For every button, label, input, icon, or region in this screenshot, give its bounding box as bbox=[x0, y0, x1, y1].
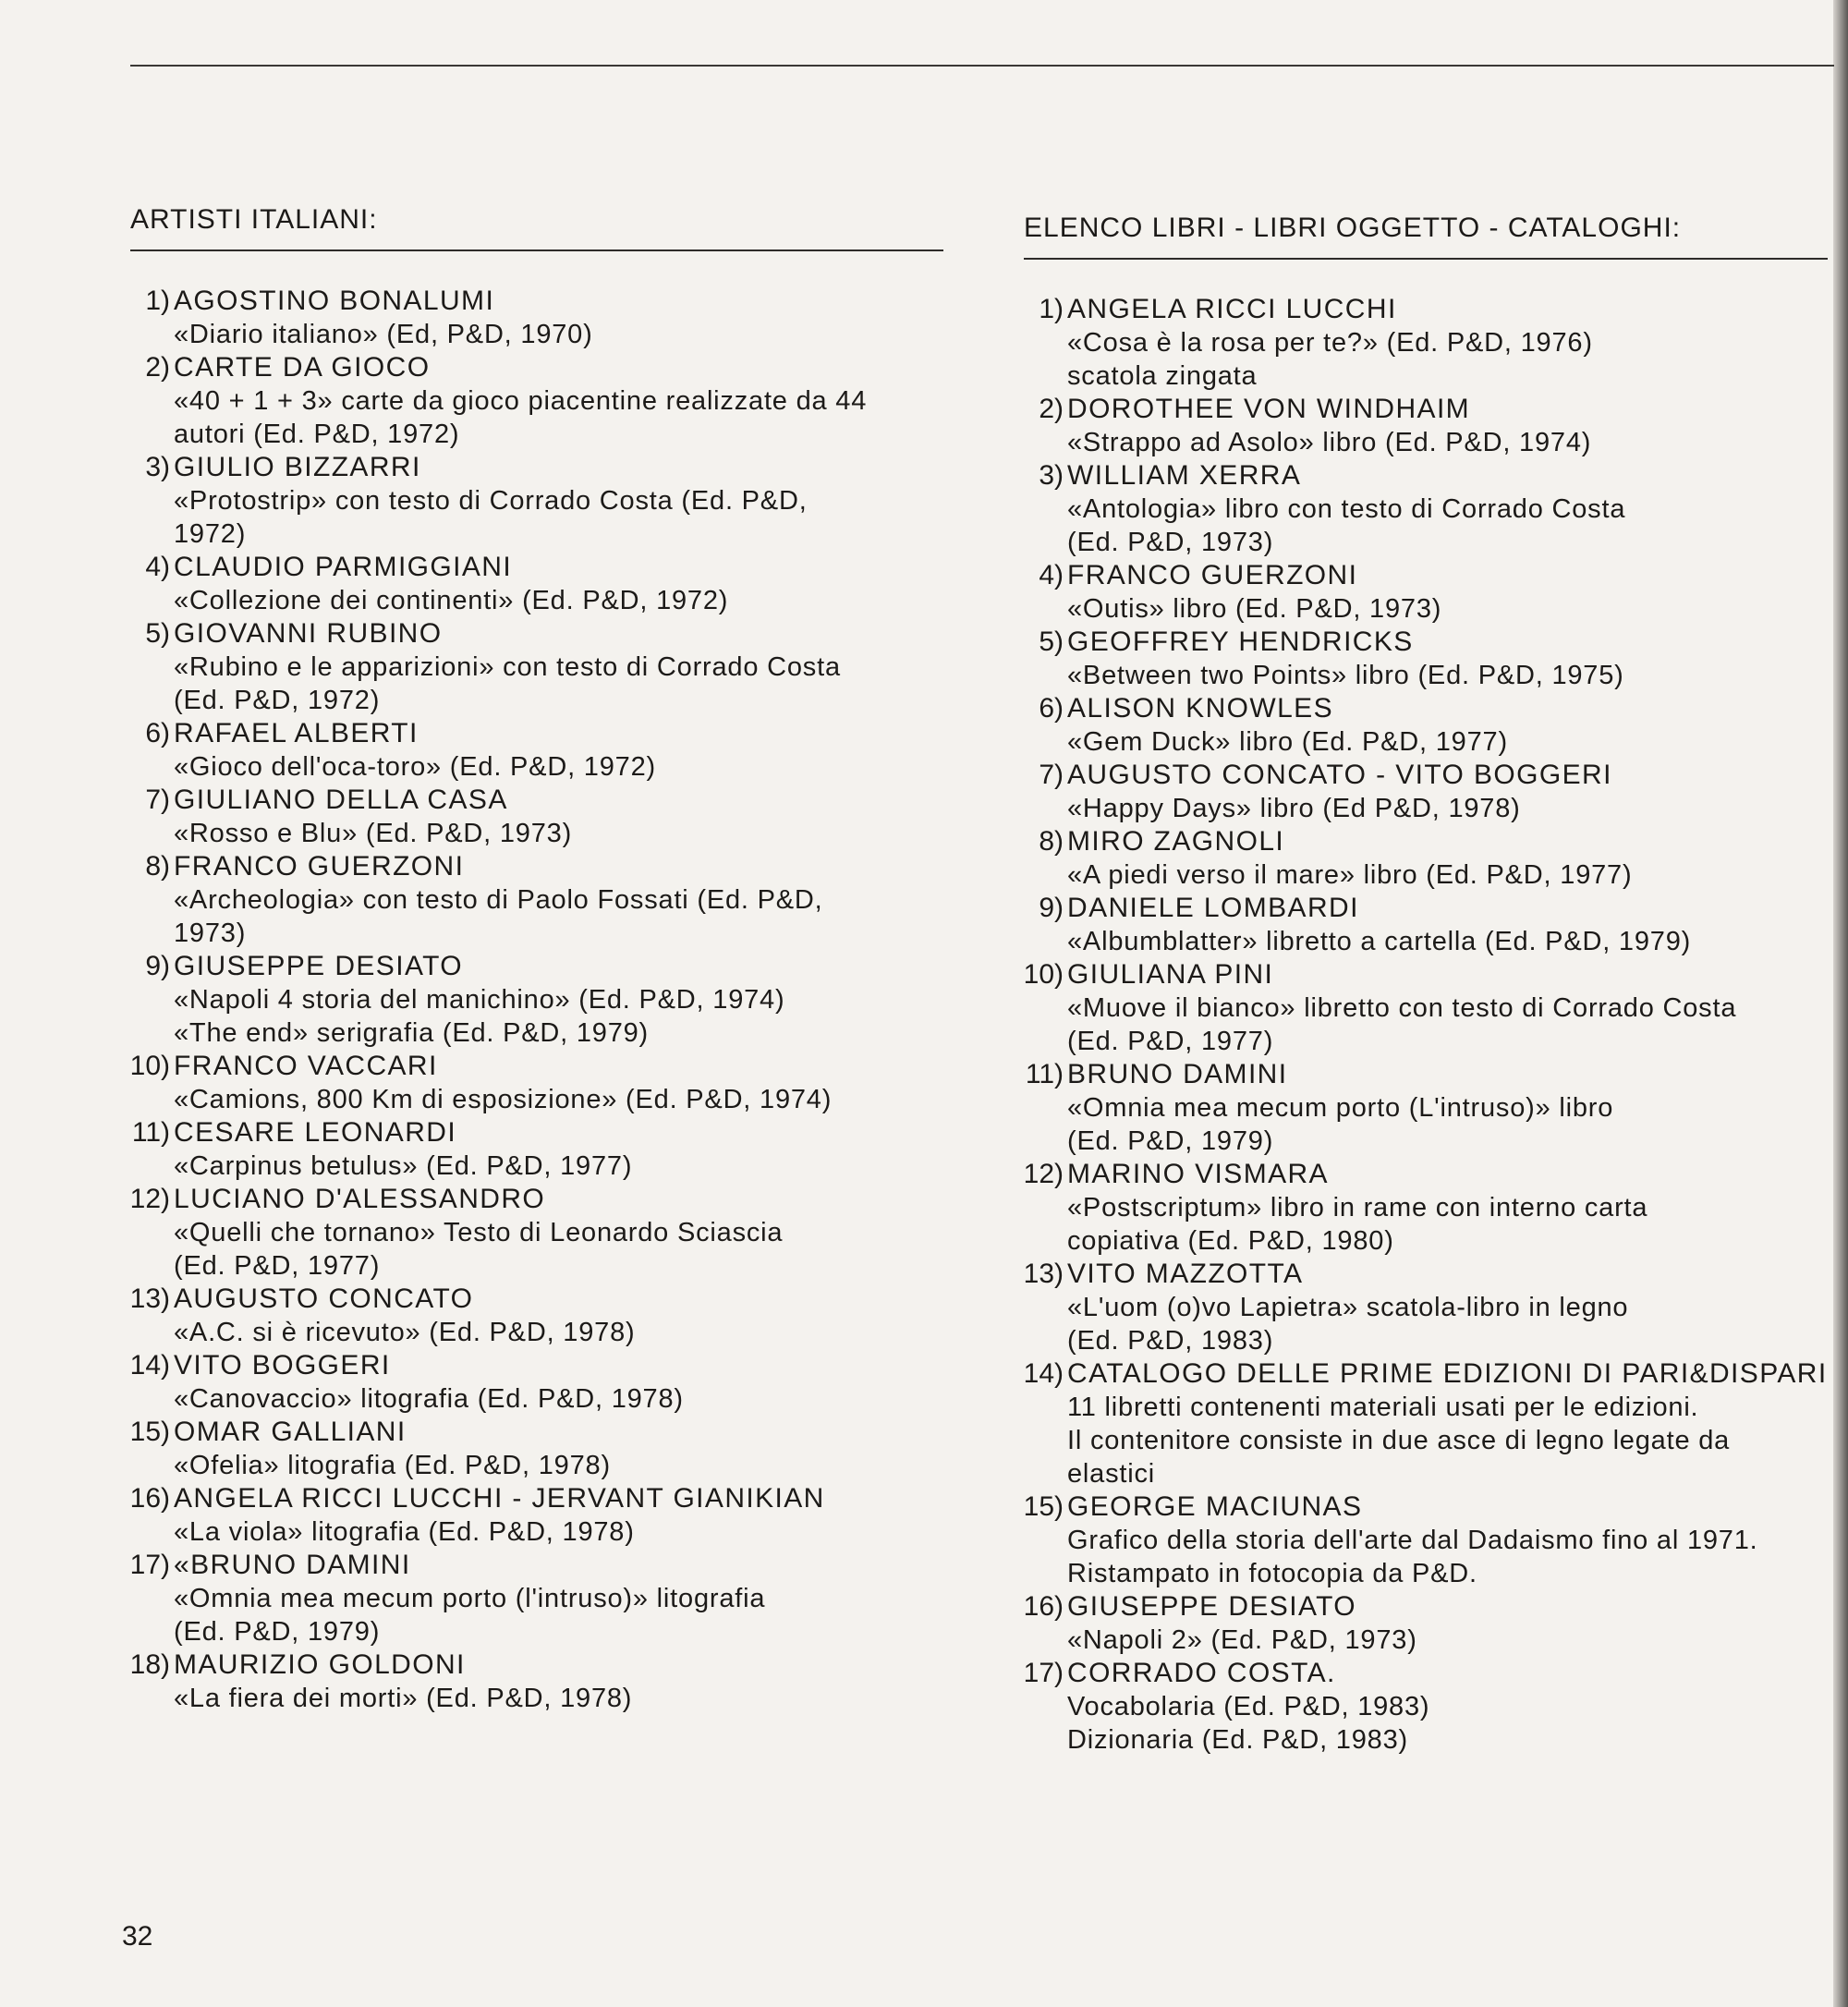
entry-title: MARINO VISMARA bbox=[1067, 1159, 1329, 1189]
description-line: «Omnia mea mecum porto (l'intruso)» litografia bbox=[174, 1584, 766, 1613]
description-line: «La fiera dei morti» (Ed. P&D, 1978) bbox=[174, 1684, 633, 1713]
entry-description bbox=[174, 1682, 943, 1715]
description-line: «Antologia» libro con testo di Corrado Costa bbox=[1067, 494, 1626, 524]
entry-title: AGOSTINO BONALUMI bbox=[174, 286, 495, 316]
entry-number: 2) bbox=[145, 352, 170, 383]
list-entry bbox=[130, 551, 943, 617]
entry-title: AUGUSTO CONCATO bbox=[174, 1283, 474, 1314]
entry-number: 7) bbox=[145, 785, 170, 815]
entry-number: 9) bbox=[145, 951, 170, 981]
description-line: «L'uom (o)vo Lapietra» scatola-libro in legno bbox=[1067, 1293, 1629, 1322]
list-entry bbox=[130, 1050, 943, 1116]
list-entry bbox=[130, 850, 943, 950]
entry-description bbox=[1067, 1690, 1828, 1757]
entry-title: FRANCO GUERZONI bbox=[1067, 560, 1358, 590]
entry-description bbox=[1067, 659, 1828, 692]
entry-number: 15) bbox=[129, 1417, 170, 1447]
entry-title: GIUSEPPE DESIATO bbox=[174, 951, 464, 981]
list-entry bbox=[130, 1549, 943, 1648]
entry-title: VITO BOGGERI bbox=[174, 1350, 391, 1381]
list-entry bbox=[130, 451, 943, 551]
entry-description bbox=[174, 750, 943, 784]
description-line: «Protostrip» con testo di Corrado Costa (Ed. P&D, bbox=[174, 486, 808, 516]
list-entry bbox=[130, 1416, 943, 1482]
list-entry bbox=[130, 1116, 943, 1183]
entry-number: 6) bbox=[145, 718, 170, 748]
description-line: «Canovaccio» litografia (Ed. P&D, 1978) bbox=[174, 1384, 684, 1414]
entry-number: 1) bbox=[1039, 294, 1064, 324]
description-line: autori (Ed. P&D, 1972) bbox=[174, 420, 460, 449]
list-entry bbox=[1024, 958, 1828, 1058]
description-line: «Happy Days» libro (Ed P&D, 1978) bbox=[1067, 794, 1521, 823]
list-entry bbox=[1024, 1258, 1828, 1357]
entry-number: 12) bbox=[1023, 1159, 1064, 1189]
description-line: «Carpinus betulus» (Ed. P&D, 1977) bbox=[174, 1151, 633, 1181]
entry-number: 14) bbox=[129, 1350, 170, 1381]
entry-title: ANGELA RICCI LUCCHI - JERVANT GIANIKIAN bbox=[174, 1483, 825, 1514]
list-entry bbox=[1024, 1158, 1828, 1258]
entry-title: MAURIZIO GOLDONI bbox=[174, 1649, 466, 1680]
entry-number: 2) bbox=[1039, 394, 1064, 424]
entry-title: MIRO ZAGNOLI bbox=[1067, 826, 1285, 857]
description-line: «Strappo ad Asolo» libro (Ed. P&D, 1974) bbox=[1067, 428, 1592, 457]
entry-title: GIOVANNI RUBINO bbox=[174, 618, 443, 649]
entry-number: 17) bbox=[129, 1550, 170, 1580]
description-line: «Postscriptum» libro in rame con interno carta bbox=[1067, 1193, 1648, 1222]
entry-description bbox=[174, 384, 943, 451]
entry-title: DANIELE LOMBARDI bbox=[1067, 893, 1359, 923]
entry-description bbox=[1067, 1091, 1828, 1158]
list-entry bbox=[1024, 1357, 1828, 1490]
list-entry bbox=[130, 1648, 943, 1715]
entry-description bbox=[174, 983, 943, 1050]
description-line: (Ed. P&D, 1972) bbox=[174, 686, 381, 715]
entry-title: CESARE LEONARDI bbox=[174, 1117, 457, 1148]
entry-title: ALISON KNOWLES bbox=[1067, 693, 1334, 724]
description-line: scatola zingata bbox=[1067, 361, 1258, 391]
entry-number: 13) bbox=[1023, 1259, 1064, 1289]
entry-number: 13) bbox=[129, 1283, 170, 1314]
description-line: (Ed. P&D, 1983) bbox=[1067, 1326, 1274, 1356]
entry-number: 16) bbox=[1023, 1591, 1064, 1622]
entry-number: 5) bbox=[1039, 626, 1064, 657]
list-entry bbox=[1024, 692, 1828, 759]
list-entry bbox=[130, 285, 943, 351]
entry-description bbox=[1067, 925, 1828, 958]
description-line: «Quelli che tornano» Testo di Leonardo Sciascia bbox=[174, 1218, 784, 1247]
entry-number: 5) bbox=[145, 618, 170, 649]
entry-number: 12) bbox=[129, 1184, 170, 1214]
entry-title: RAFAEL ALBERTI bbox=[174, 718, 419, 748]
description-line: 1972) bbox=[174, 519, 247, 549]
list-entry bbox=[130, 617, 943, 717]
top-rule bbox=[130, 65, 1834, 67]
description-line: «Outis» libro (Ed. P&D, 1973) bbox=[1067, 594, 1442, 624]
description-line: «Napoli 2» (Ed. P&D, 1973) bbox=[1067, 1625, 1417, 1655]
list-entry bbox=[1024, 626, 1828, 692]
entry-title: DOROTHEE VON WINDHAIM bbox=[1067, 394, 1471, 424]
list-entry bbox=[1024, 559, 1828, 626]
description-line: «A piedi verso il mare» libro (Ed. P&D, 1977) bbox=[1067, 860, 1633, 890]
page-edge-shadow bbox=[1833, 0, 1848, 2007]
entry-title: CLAUDIO PARMIGGIANI bbox=[174, 552, 513, 582]
entry-title: CORRADO COSTA. bbox=[1067, 1658, 1336, 1688]
entry-description bbox=[174, 1316, 943, 1349]
description-line: Il contenitore consiste in due asce di legno legate da bbox=[1067, 1426, 1731, 1455]
list-entry bbox=[130, 1183, 943, 1283]
entry-description bbox=[174, 318, 943, 351]
entry-description bbox=[174, 1515, 943, 1549]
entry-number: 10) bbox=[1023, 959, 1064, 990]
description-line: (Ed. P&D, 1977) bbox=[174, 1251, 381, 1281]
entry-title: OMAR GALLIANI bbox=[174, 1417, 407, 1447]
entry-description bbox=[1067, 1624, 1828, 1657]
list-entry bbox=[130, 950, 943, 1050]
description-line: «Napoli 4 storia del manichino» (Ed. P&D, 1974) bbox=[174, 985, 785, 1015]
entry-title: GIULIANO DELLA CASA bbox=[174, 785, 508, 815]
entry-description bbox=[174, 584, 943, 617]
entry-number: 11) bbox=[131, 1117, 170, 1148]
entry-description bbox=[1067, 592, 1828, 626]
entry-number: 7) bbox=[1039, 760, 1064, 790]
elenco-libri-list bbox=[1024, 293, 1828, 1757]
entry-title: CATALOGO DELLE PRIME EDIZIONI DI PARI&DISPARI bbox=[1067, 1358, 1828, 1389]
description-line: Grafico della storia dell'arte dal Dadaismo fino al 1971. bbox=[1067, 1526, 1758, 1555]
list-entry bbox=[1024, 1590, 1828, 1657]
entry-title: GEORGE MACIUNAS bbox=[1067, 1491, 1363, 1522]
description-line: «La viola» litografia (Ed. P&D, 1978) bbox=[174, 1517, 635, 1547]
entry-number: 18) bbox=[129, 1649, 170, 1680]
entry-description bbox=[1067, 725, 1828, 759]
entry-number: 16) bbox=[129, 1483, 170, 1514]
description-line: Dizionaria (Ed. P&D, 1983) bbox=[1067, 1725, 1408, 1755]
entry-description bbox=[1067, 991, 1828, 1058]
list-entry bbox=[1024, 1058, 1828, 1158]
description-line: «Archeologia» con testo di Paolo Fossati (Ed. P&D, bbox=[174, 885, 823, 915]
entry-description bbox=[174, 1449, 943, 1482]
description-line: «Cosa è la rosa per te?» (Ed. P&D, 1976) bbox=[1067, 328, 1593, 358]
artisti-italiani-heading: ARTISTI ITALIANI: bbox=[130, 201, 943, 251]
description-line: Vocabolaria (Ed. P&D, 1983) bbox=[1067, 1692, 1430, 1721]
list-entry bbox=[1024, 892, 1828, 958]
entry-description bbox=[1067, 858, 1828, 892]
entry-description bbox=[174, 651, 943, 717]
description-line: «Diario italiano» (Ed, P&D, 1970) bbox=[174, 320, 593, 349]
list-entry bbox=[130, 1349, 943, 1416]
entry-title: VITO MAZZOTTA bbox=[1067, 1259, 1304, 1289]
entry-title: GEOFFREY HENDRICKS bbox=[1067, 626, 1414, 657]
entry-description bbox=[1067, 1524, 1828, 1590]
entry-description bbox=[174, 1083, 943, 1116]
description-line: «40 + 1 + 3» carte da gioco piacentine realizzate da 44 bbox=[174, 386, 868, 416]
description-line: 1973) bbox=[174, 918, 247, 948]
description-line: «Muove il bianco» libretto con testo di Corrado Costa bbox=[1067, 993, 1737, 1023]
list-entry bbox=[1024, 1490, 1828, 1590]
description-line: (Ed. P&D, 1973) bbox=[1067, 528, 1274, 557]
description-line: «Between two Points» libro (Ed. P&D, 1975) bbox=[1067, 661, 1624, 690]
description-line: copiativa (Ed. P&D, 1980) bbox=[1067, 1226, 1394, 1256]
entry-number: 10) bbox=[129, 1051, 170, 1081]
entry-title: FRANCO VACCARI bbox=[174, 1051, 438, 1081]
description-line: «Gem Duck» libro (Ed. P&D, 1977) bbox=[1067, 727, 1508, 757]
entry-title: CARTE DA GIOCO bbox=[174, 352, 431, 383]
list-entry bbox=[130, 351, 943, 451]
description-line: «Omnia mea mecum porto (L'intruso)» libro bbox=[1067, 1093, 1614, 1123]
description-line: (Ed. P&D, 1979) bbox=[1067, 1126, 1274, 1156]
entry-number: 8) bbox=[145, 851, 170, 882]
entry-description bbox=[174, 1216, 943, 1283]
list-entry bbox=[130, 784, 943, 850]
entry-number: 17) bbox=[1023, 1658, 1064, 1688]
entry-number: 4) bbox=[145, 552, 170, 582]
entry-title: LUCIANO D'ALESSANDRO bbox=[174, 1184, 546, 1214]
entry-title: AUGUSTO CONCATO - VITO BOGGERI bbox=[1067, 760, 1612, 790]
entry-description bbox=[1067, 792, 1828, 825]
list-entry bbox=[1024, 1657, 1828, 1757]
entry-number: 14) bbox=[1023, 1358, 1064, 1389]
entry-title: «BRUNO DAMINI bbox=[174, 1550, 411, 1580]
description-line: «A.C. si è ricevuto» (Ed. P&D, 1978) bbox=[174, 1318, 636, 1347]
entry-title: ANGELA RICCI LUCCHI bbox=[1067, 294, 1397, 324]
description-line: «Collezione dei continenti» (Ed. P&D, 1972) bbox=[174, 586, 729, 615]
artisti-italiani-column bbox=[130, 201, 943, 1715]
entry-number: 6) bbox=[1039, 693, 1064, 724]
entry-title: BRUNO DAMINI bbox=[1067, 1059, 1288, 1089]
description-line: «Gioco dell'oca-toro» (Ed. P&D, 1972) bbox=[174, 752, 656, 782]
list-entry bbox=[1024, 293, 1828, 393]
entry-number: 1) bbox=[145, 286, 170, 316]
list-entry bbox=[1024, 393, 1828, 459]
description-line: «Albumblatter» libretto a cartella (Ed. P&D, 1979) bbox=[1067, 927, 1692, 956]
entry-number: 9) bbox=[1039, 893, 1064, 923]
elenco-libri-column bbox=[1024, 210, 1828, 1757]
description-line: (Ed. P&D, 1979) bbox=[174, 1617, 381, 1647]
entry-number: 15) bbox=[1023, 1491, 1064, 1522]
description-line: «Ofelia» litografia (Ed. P&D, 1978) bbox=[174, 1451, 611, 1480]
entry-description bbox=[174, 1582, 943, 1648]
entry-number: 8) bbox=[1039, 826, 1064, 857]
entry-description bbox=[1067, 1391, 1828, 1490]
entry-title: WILLIAM XERRA bbox=[1067, 460, 1302, 491]
entry-description bbox=[174, 1382, 943, 1416]
list-entry bbox=[130, 1482, 943, 1549]
description-line: «The end» serigrafia (Ed. P&D, 1979) bbox=[174, 1018, 650, 1048]
description-line: Ristampato in fotocopia da P&D. bbox=[1067, 1559, 1477, 1588]
entry-description bbox=[1067, 426, 1828, 459]
entry-description bbox=[174, 817, 943, 850]
description-line: «Camions, 800 Km di esposizione» (Ed. P&D, 1974) bbox=[174, 1085, 833, 1114]
description-line: elastici bbox=[1067, 1459, 1156, 1489]
entry-number: 4) bbox=[1039, 560, 1064, 590]
entry-description bbox=[1067, 326, 1828, 393]
list-entry bbox=[130, 717, 943, 784]
entry-title: FRANCO GUERZONI bbox=[174, 851, 465, 882]
entry-description bbox=[174, 484, 943, 551]
description-line: (Ed. P&D, 1977) bbox=[1067, 1027, 1274, 1056]
entry-description bbox=[1067, 1291, 1828, 1357]
list-entry bbox=[1024, 759, 1828, 825]
entry-title: GIULIO BIZZARRI bbox=[174, 452, 421, 482]
entry-description bbox=[174, 1149, 943, 1183]
list-entry bbox=[130, 1283, 943, 1349]
description-line: 11 libretti contenenti materiali usati per le edizioni. bbox=[1067, 1393, 1699, 1422]
list-entry bbox=[1024, 459, 1828, 559]
entry-number: 11) bbox=[1025, 1059, 1064, 1089]
entry-description bbox=[174, 883, 943, 950]
artisti-italiani-list bbox=[130, 285, 943, 1715]
elenco-libri-heading: ELENCO LIBRI - LIBRI OGGETTO - CATALOGHI: bbox=[1024, 210, 1828, 260]
description-line: «Rubino e le apparizioni» con testo di Corrado Costa bbox=[174, 652, 841, 682]
entry-number: 3) bbox=[1039, 460, 1064, 491]
entry-title: GIULIANA PINI bbox=[1067, 959, 1274, 990]
entry-description bbox=[1067, 1191, 1828, 1258]
entry-title: GIUSEPPE DESIATO bbox=[1067, 1591, 1357, 1622]
description-line: «Rosso e Blu» (Ed. P&D, 1973) bbox=[174, 819, 573, 848]
list-entry bbox=[1024, 825, 1828, 892]
page-number: 32 bbox=[122, 1921, 153, 1952]
entry-number: 3) bbox=[145, 452, 170, 482]
entry-description bbox=[1067, 493, 1828, 559]
